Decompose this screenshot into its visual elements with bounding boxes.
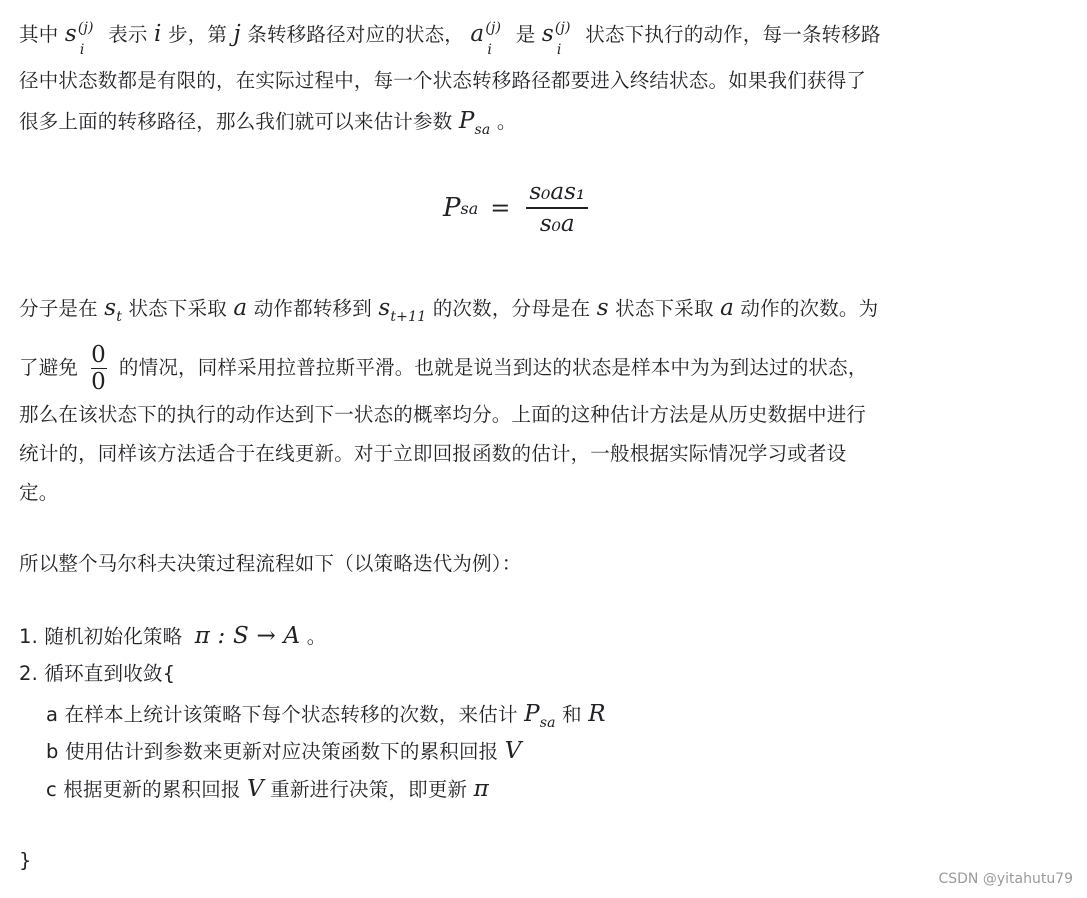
paragraph2-line4: 统计的，同样该方法适合于在线更新。对于立即回报函数的估计，一般根据实际情况学习或者设	[19, 442, 847, 465]
text: 条转移路径对应的状态，	[247, 23, 464, 46]
watermark: CSDN @yitahutu79	[938, 871, 1073, 887]
math-i: i	[154, 21, 162, 47]
math-subscript: sa	[539, 715, 556, 731]
paragraph1-line1	[19, 19, 881, 58]
text: 。	[496, 110, 517, 133]
text: 的情况，同样采用拉普拉斯平滑。也就是说当到达的状态是样本中为为到达过的状态，	[118, 356, 868, 380]
math-subscript: t+11	[390, 309, 427, 325]
text: b 使用估计到参数来更新对应决策函数下的累积回报	[46, 740, 499, 763]
text: 状态下执行的动作，每一条转移路	[585, 23, 881, 46]
math-s: s	[596, 295, 609, 321]
paragraph2-line1	[19, 294, 878, 331]
text: 其中	[19, 23, 59, 46]
text: 动作都转移到	[253, 297, 372, 320]
display-formula	[443, 168, 592, 248]
step1	[19, 622, 326, 651]
text: 很多上面的转移路径，那么我们就可以来估计参数	[19, 110, 453, 133]
math-V: V	[504, 738, 522, 764]
math-s: s	[541, 21, 554, 47]
text: 表示	[108, 23, 148, 46]
formula-denominator: s₀a	[539, 210, 575, 237]
math-policy: π : S → A	[194, 623, 301, 649]
text: 动作的次数。为	[740, 297, 879, 320]
fraction-numerator: 0	[91, 342, 106, 368]
math-superscript-subscript: (j) i	[77, 19, 94, 58]
text: 了避免	[19, 356, 79, 380]
math-j: j	[233, 21, 241, 47]
text: 1. 随机初始化策略	[19, 625, 183, 648]
math-P: P	[458, 108, 475, 134]
text: 步，第	[168, 23, 228, 46]
text: 是	[515, 23, 536, 46]
paragraph1-line2: 径中状态数都是有限的，在实际过程中，每一个状态转移路径都要进入终结状态。如果我们获得了	[19, 69, 867, 92]
text: 状态下采取	[615, 297, 714, 320]
math-a: a	[720, 295, 735, 321]
step2-a	[46, 700, 606, 737]
text: a 在样本上统计该策略下每个状态转移的次数，来估计	[46, 703, 518, 726]
text: 和	[562, 703, 582, 726]
step2-b	[46, 737, 522, 766]
paragraph1-line3	[19, 107, 517, 144]
step2-c	[46, 775, 489, 804]
paragraph2-line2	[19, 342, 868, 395]
step2: 2. 循环直到收敛{	[19, 662, 176, 685]
loop-close-brace: }	[19, 849, 32, 872]
formula-numerator: s₀as₁	[529, 179, 586, 206]
fraction-denominator: 0	[91, 369, 106, 396]
text: 的次数，分母是在	[432, 297, 591, 320]
formula-lhs-subscript: sa	[460, 198, 479, 218]
math-a: a	[233, 295, 248, 321]
math-pi: π	[473, 776, 489, 802]
math-s: s	[378, 295, 391, 321]
text: 状态下采取	[128, 297, 227, 320]
math-s: s	[64, 21, 77, 47]
math-superscript-subscript: (j) i	[554, 19, 571, 58]
formula-equals: =	[490, 194, 511, 222]
paragraph2-line5: 定。	[19, 481, 59, 504]
text: 重新进行决策，即更新	[270, 778, 468, 801]
paragraph2-line3: 那么在该状态下的执行的动作达到下一状态的概率均分。上面的这种估计方法是从历史数据中进行	[19, 403, 867, 426]
text: c 根据更新的累积回报	[46, 778, 241, 801]
math-R: R	[588, 701, 606, 727]
math-a: a	[470, 21, 485, 47]
math-subscript: sa	[474, 122, 491, 138]
math-superscript-subscript: (j) i	[485, 19, 502, 58]
formula-lhs: P	[443, 193, 461, 223]
math-subscript: t	[116, 309, 123, 325]
text: 分子是在	[19, 297, 98, 320]
text: 。	[306, 625, 327, 648]
math-V: V	[247, 776, 264, 802]
formula-fraction	[526, 177, 588, 238]
math-s: s	[104, 295, 117, 321]
paragraph3: 所以整个马尔科夫决策过程流程如下（以策略迭代为例）：	[19, 552, 522, 575]
zero-over-zero-fraction	[91, 342, 107, 395]
math-P: P	[524, 701, 540, 727]
